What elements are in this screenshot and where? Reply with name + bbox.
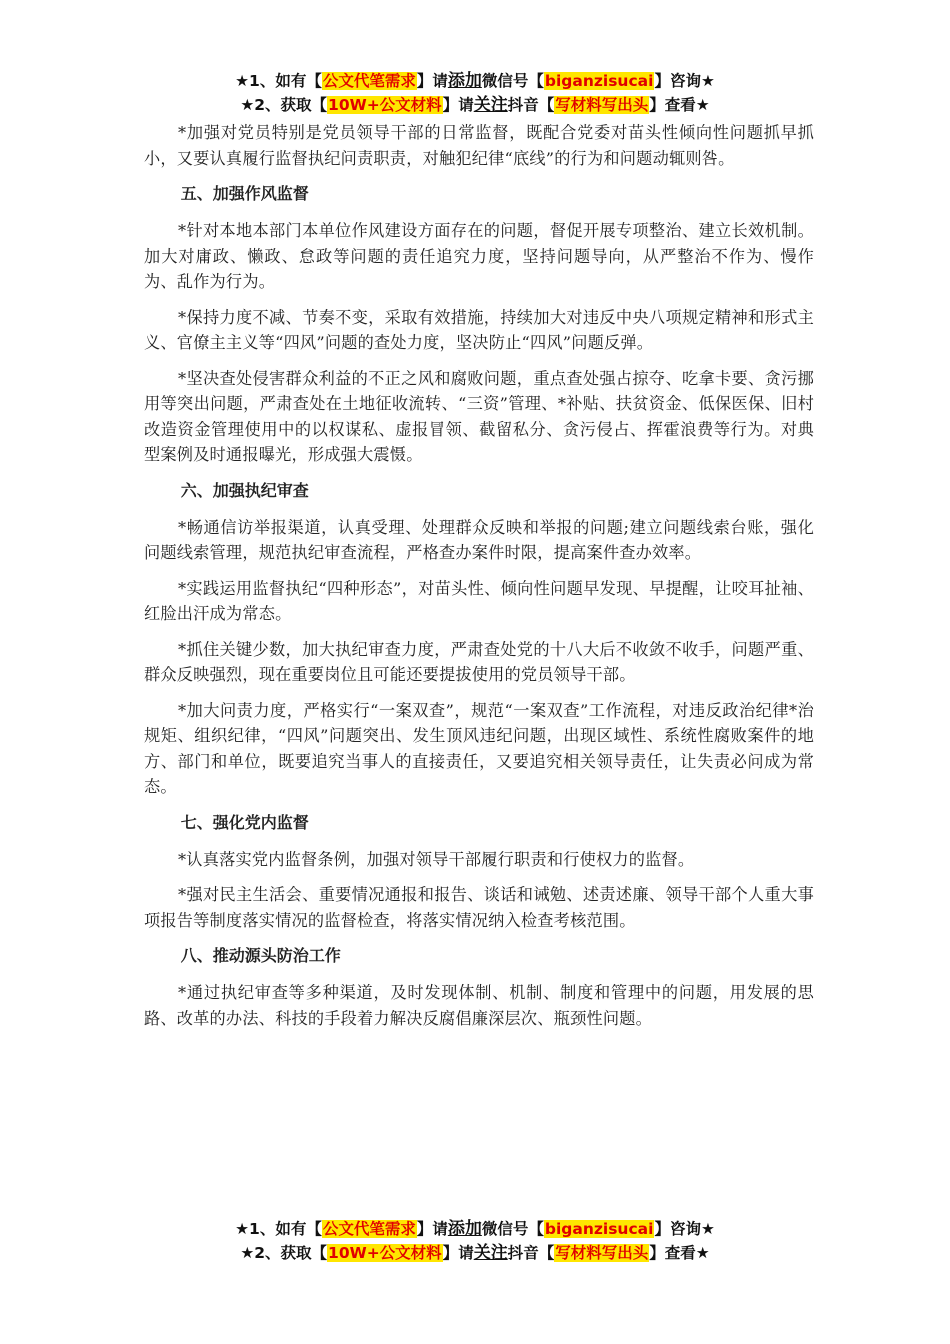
section-heading: 五、加强作风监督	[180, 184, 309, 203]
promo-text: ★1、如有【	[235, 1220, 322, 1238]
promo-line-1	[0, 69, 950, 93]
promo-banner-top	[0, 69, 950, 117]
promo-underline: 关注	[473, 1243, 508, 1263]
promo-highlight: 公文代笔需求	[322, 1220, 416, 1238]
promo-underline: 添加	[447, 1219, 482, 1239]
paragraph: *加大问责力度，严格实行“一案双查”，规范“一案双查”工作流程，对违反政治纪律*治规矩、组织纪律，“四风”问题突出、发生顶风违纪问题，出现区域性、系统性腐败案件的地方、部门和单位，既要追究当事人的直接责任，又要追究相关领导责任，让失责必问成为常态。	[144, 700, 814, 796]
paragraph: *保持力度不减、节奏不变，采取有效措施，持续加大对违反中央八项规定精神和形式主义、官僚主主义等“四风”问题的查处力度，坚决防止“四风”问题反弹。	[144, 307, 814, 352]
paragraph: *畅通信访举报渠道，认真受理、处理群众反映和举报的问题;建立问题线索台账，强化问题线索管理，规范执纪审查流程，严格查办案件时限，提高案件查办效率。	[144, 517, 814, 562]
promo-text: 抖音【	[507, 96, 555, 114]
promo-highlight: biganzisucai	[544, 1220, 654, 1238]
promo-text: 】查看★	[649, 96, 710, 114]
paragraph: *认真落实党内监督条例，加强对领导干部履行职责和行使权力的监督。	[178, 849, 695, 869]
promo-highlight: 公文代笔需求	[322, 72, 416, 90]
paragraph: *针对本地本部门本单位作风建设方面存在的问题，督促开展专项整治、建立长效机制。加大对庸政、懒政、怠政等问题的责任追究力度，坚持问题导向，从严整治不作为、慢作为、乱作为行为。	[144, 221, 814, 291]
promo-text: 微信号【	[481, 72, 544, 90]
promo-text: 】查看★	[649, 1244, 710, 1262]
section-heading: 六、加强执纪审查	[180, 480, 309, 500]
promo-text: 微信号【	[481, 1220, 544, 1238]
promo-highlight: 10W+公文材料	[328, 1244, 442, 1262]
section-heading: 七、强化党内监督	[180, 812, 309, 832]
promo-line-2	[0, 1241, 950, 1265]
promo-text: ★2、获取【	[240, 96, 328, 114]
promo-banner-bottom	[0, 1217, 950, 1265]
promo-text: 】咨询★	[654, 72, 715, 90]
promo-text: 】请	[416, 1220, 448, 1238]
paragraph: *加强对党员特别是党员领导干部的日常监督，既配合党委对苗头性倾向性问题抓早抓小，又要认真履行监督执纪问责职责，对触犯纪律“底线”的行为和问题动辄则咎。	[144, 123, 814, 168]
paragraph: *强对民主生活会、重要情况通报和报告、谈话和诫勉、述责述廉、领导干部个人重大事项报告等制度落实情况的监督检查，将落实情况纳入检查考核范围。	[144, 885, 814, 930]
paragraph: *实践运用监督执纪“四种形态”，对苗头性、倾向性问题早发现、早提醒，让咬耳扯袖、红脸出汗成为常态。	[144, 578, 814, 623]
promo-text: ★2、获取【	[240, 1244, 328, 1262]
promo-text: ★1、如有【	[235, 72, 322, 90]
promo-highlight: 写材料写出头	[555, 96, 649, 114]
promo-line-2	[0, 93, 950, 117]
promo-highlight: 10W+公文材料	[328, 96, 442, 114]
promo-text: 】请	[442, 1244, 474, 1262]
document-body	[144, 120, 814, 1041]
promo-text: 抖音【	[507, 1244, 555, 1262]
promo-text: 】请	[416, 72, 448, 90]
promo-underline: 添加	[447, 71, 482, 91]
promo-underline: 关注	[473, 95, 508, 115]
paragraph: *通过执纪审查等多种渠道，及时发现体制、机制、制度和管理中的问题，用发展的思路、改革的办法、科技的手段着力解决反腐倡廉深层次、瓶颈性问题。	[144, 983, 814, 1028]
promo-highlight: 写材料写出头	[555, 1244, 649, 1262]
promo-highlight: biganzisucai	[544, 72, 654, 90]
paragraph: *坚决查处侵害群众利益的不正之风和腐败问题，重点查处强占掠夺、吃拿卡要、贪污挪用等突出问题，严肃查处在土地征收流转、“三资”管理、*补贴、扶贫资金、低保医保、旧村改造资金管理使用中的以权谋私、虚报冒领、截留私分、贪污侵占、挥霍浪费等行为。对典型案例及时通报曝光，形成强大震慑。	[144, 368, 814, 464]
paragraph: *抓住关键少数，加大执纪审查力度，严肃查处党的十八大后不收敛不收手，问题严重、群众反映强烈，现在重要岗位且可能还要提拔使用的党员领导干部。	[144, 639, 814, 684]
section-heading: 八、推动源头防治工作	[180, 946, 341, 965]
promo-text: 】请	[442, 96, 474, 114]
promo-line-1	[0, 1217, 950, 1241]
promo-text: 】咨询★	[654, 1220, 715, 1238]
